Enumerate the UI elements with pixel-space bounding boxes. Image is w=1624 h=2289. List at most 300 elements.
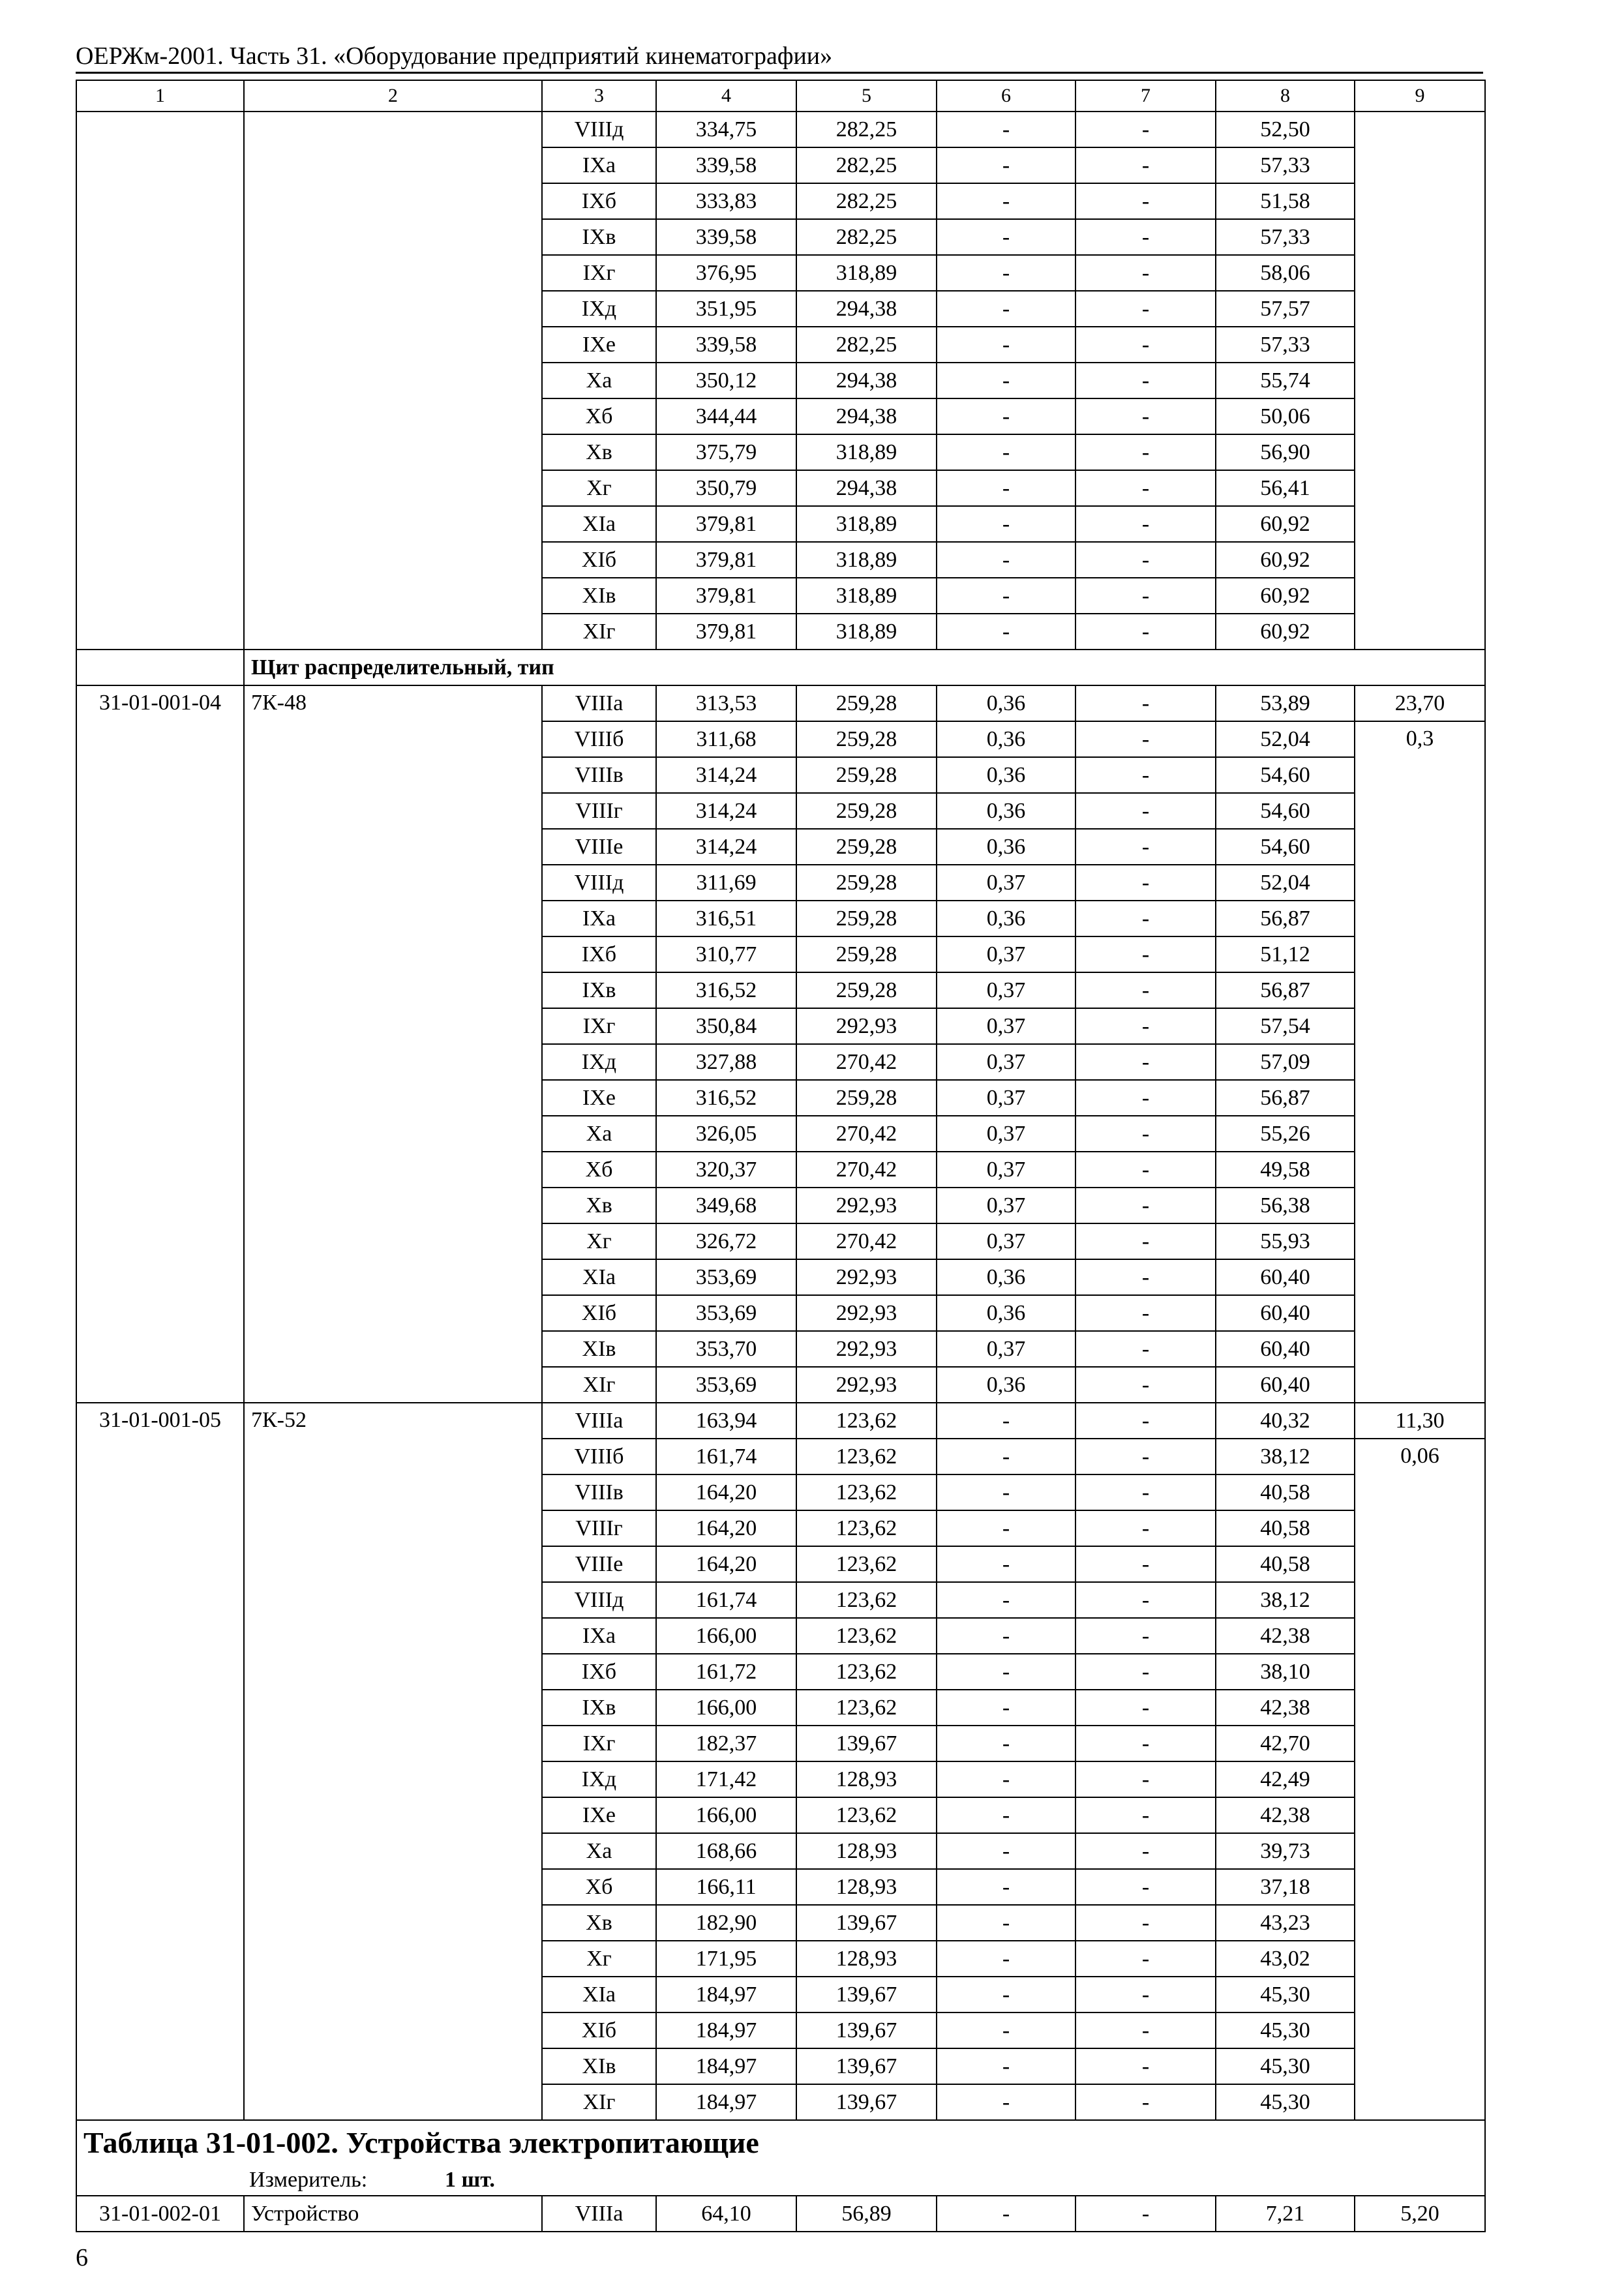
machine-wages-cell: - [1075, 1080, 1216, 1116]
complexity-cell: VIIIв [542, 757, 656, 793]
machine-cost-cell: 0,36 [937, 721, 1075, 757]
complexity-cell: VIIIе [542, 1546, 656, 1582]
total-cost-cell: 379,81 [656, 614, 796, 650]
value-cell: VIIIа [542, 2196, 656, 2232]
labor-cost-cell: 123,62 [796, 1582, 937, 1618]
rates-table [76, 80, 1486, 2232]
complexity-cell: IXб [542, 936, 656, 972]
value-cell: 7,21 [1216, 2196, 1355, 2232]
machine-cost-cell: - [937, 470, 1075, 506]
rate-code: 31-01-001-04 [76, 685, 244, 1403]
materials-cell: 49,58 [1216, 1152, 1355, 1188]
materials-cell: 54,60 [1216, 793, 1355, 829]
machine-wages-cell: - [1075, 1797, 1216, 1833]
materials-cell: 56,87 [1216, 901, 1355, 936]
labor-cost-cell: 259,28 [796, 865, 937, 901]
complexity-cell: XIв [542, 2048, 656, 2084]
materials-cell: 38,10 [1216, 1654, 1355, 1690]
labor-cost-cell: 282,25 [796, 219, 937, 255]
materials-cell: 45,30 [1216, 1977, 1355, 2012]
total-cost-cell: 313,53 [656, 685, 796, 721]
machine-cost-cell: 0,36 [937, 1367, 1075, 1403]
machine-wages-cell: - [1075, 147, 1216, 183]
total-cost-cell: 350,12 [656, 363, 796, 398]
machine-cost-cell: - [937, 1439, 1075, 1474]
labor-cost-cell: 128,93 [796, 1941, 937, 1977]
complexity-cell: VIIIв [542, 1474, 656, 1510]
table-title: Таблица 31-01-002. Устройства электропитающие [76, 2120, 1485, 2165]
machine-wages-cell: - [1075, 363, 1216, 398]
total-cost-cell: 168,66 [656, 1833, 796, 1869]
materials-cell: 45,30 [1216, 2012, 1355, 2048]
complexity-cell: Xг [542, 1941, 656, 1977]
machine-cost-cell: - [937, 1582, 1075, 1618]
machine-wages-cell: - [1075, 1331, 1216, 1367]
labor-cost-cell: 270,42 [796, 1044, 937, 1080]
complexity-cell: IXд [542, 1044, 656, 1080]
total-cost-cell: 164,20 [656, 1510, 796, 1546]
total-cost-cell: 333,83 [656, 183, 796, 219]
total-cost-cell: 182,90 [656, 1905, 796, 1941]
complexity-cell: VIIIа [542, 1403, 656, 1439]
total-cost-cell: 327,88 [656, 1044, 796, 1080]
complexity-cell: XIг [542, 1367, 656, 1403]
materials-cell: 55,26 [1216, 1116, 1355, 1152]
complexity-cell: IXа [542, 147, 656, 183]
materials-cell: 56,87 [1216, 972, 1355, 1008]
rate-code: 31-01-002-01 [76, 2196, 244, 2232]
machine-wages-cell: - [1075, 112, 1216, 147]
labor-cost-cell: 292,93 [796, 1367, 937, 1403]
total-cost-cell: 314,24 [656, 793, 796, 829]
materials-cell: 52,50 [1216, 112, 1355, 147]
labor-cost-cell: 123,62 [796, 1510, 937, 1546]
machine-cost-cell: - [937, 1833, 1075, 1869]
total-cost-cell: 166,11 [656, 1869, 796, 1905]
machine-cost-cell: 0,36 [937, 1295, 1075, 1331]
machine-cost-cell: - [937, 1403, 1075, 1439]
materials-cell: 40,58 [1216, 1510, 1355, 1546]
column-number: 5 [796, 80, 937, 112]
machine-wages-cell: - [1075, 1403, 1216, 1439]
labor-cost-cell: 292,93 [796, 1295, 937, 1331]
complexity-cell: VIIIа [542, 685, 656, 721]
labor-cost-cell: 270,42 [796, 1152, 937, 1188]
total-cost-cell: 339,58 [656, 147, 796, 183]
column-number: 8 [1216, 80, 1355, 112]
complexity-cell: IXг [542, 1726, 656, 1761]
complexity-cell: VIIIб [542, 721, 656, 757]
total-cost-cell: 350,84 [656, 1008, 796, 1044]
machine-wages-cell: - [1075, 398, 1216, 434]
table-row [76, 685, 1485, 721]
complexity-cell: IXб [542, 1654, 656, 1690]
complexity-cell: IXг [542, 255, 656, 291]
total-cost-cell: 351,95 [656, 291, 796, 327]
materials-cell: 57,54 [1216, 1008, 1355, 1044]
total-cost-cell: 161,72 [656, 1654, 796, 1690]
machine-cost-cell: - [937, 1690, 1075, 1726]
value-cell: - [1075, 2196, 1216, 2232]
measure-label: Измеритель: [249, 2168, 368, 2192]
measure-value: 1 шт. [445, 2168, 495, 2192]
total-cost-cell: 353,69 [656, 1367, 796, 1403]
column-number-row [76, 80, 1485, 112]
complexity-cell: XIа [542, 1977, 656, 2012]
measure-cell [76, 2165, 1485, 2196]
materials-cell: 60,92 [1216, 506, 1355, 542]
machine-wages-cell: - [1075, 936, 1216, 972]
machine-wages-cell: - [1075, 1618, 1216, 1654]
complexity-cell: XIв [542, 1331, 656, 1367]
labor-cost-cell: 259,28 [796, 757, 937, 793]
complexity-cell: VIIIд [542, 112, 656, 147]
labor-cost-cell: 318,89 [796, 506, 937, 542]
labor-cost-cell: 294,38 [796, 398, 937, 434]
complexity-cell: XIа [542, 1259, 656, 1295]
machine-wages-cell: - [1075, 2012, 1216, 2048]
machine-cost-cell: 0,36 [937, 793, 1075, 829]
machine-cost-cell: - [937, 2012, 1075, 2048]
complexity-cell: VIIIе [542, 829, 656, 865]
labor-cost-cell: 128,93 [796, 1833, 937, 1869]
code-cell [76, 650, 244, 685]
materials-cell: 43,23 [1216, 1905, 1355, 1941]
machine-wages-cell: - [1075, 1941, 1216, 1977]
labor-cost-cell: 123,62 [796, 1797, 937, 1833]
complexity-cell: XIб [542, 2012, 656, 2048]
materials-cell: 37,18 [1216, 1869, 1355, 1905]
labor-cost-cell: 318,89 [796, 434, 937, 470]
complexity-cell: XIв [542, 578, 656, 614]
materials-cell: 60,92 [1216, 542, 1355, 578]
materials-cell: 57,33 [1216, 327, 1355, 363]
rates-table-body [76, 80, 1485, 2232]
labor-cost-cell: 282,25 [796, 183, 937, 219]
materials-cell: 50,06 [1216, 398, 1355, 434]
machine-wages-cell: - [1075, 1152, 1216, 1188]
machine-cost-cell: 0,37 [937, 1188, 1075, 1223]
machine-wages-cell: - [1075, 721, 1216, 757]
labor-cost-cell: 294,38 [796, 363, 937, 398]
materials-cell: 60,92 [1216, 614, 1355, 650]
total-cost-cell: 184,97 [656, 2048, 796, 2084]
materials-cell: 54,60 [1216, 757, 1355, 793]
machine-cost-cell: 0,37 [937, 1331, 1075, 1367]
total-cost-cell: 353,69 [656, 1295, 796, 1331]
total-cost-cell: 182,37 [656, 1726, 796, 1761]
machine-wages-cell: - [1075, 972, 1216, 1008]
table-row [76, 1403, 1485, 1439]
equipment-name: 7К-48 [244, 685, 542, 1403]
materials-cell: 42,38 [1216, 1690, 1355, 1726]
machine-cost-cell: - [937, 578, 1075, 614]
materials-cell: 57,57 [1216, 291, 1355, 327]
total-cost-cell: 166,00 [656, 1618, 796, 1654]
machine-wages-cell: - [1075, 1977, 1216, 2012]
machine-wages-cell: - [1075, 1690, 1216, 1726]
materials-cell: 39,73 [1216, 1833, 1355, 1869]
complexity-cell: IXе [542, 1080, 656, 1116]
machine-wages-cell: - [1075, 829, 1216, 865]
complexity-cell: Xв [542, 1905, 656, 1941]
machine-cost-cell: 0,36 [937, 829, 1075, 865]
machine-wages-cell: - [1075, 685, 1216, 721]
materials-cell: 56,41 [1216, 470, 1355, 506]
column-number: 6 [937, 80, 1075, 112]
total-cost-cell: 316,52 [656, 972, 796, 1008]
machine-cost-cell: - [937, 327, 1075, 363]
complexity-cell: VIIIг [542, 1510, 656, 1546]
machine-wages-cell: - [1075, 901, 1216, 936]
column-number: 3 [542, 80, 656, 112]
machine-cost-cell: 0,37 [937, 865, 1075, 901]
machine-cost-cell: - [937, 147, 1075, 183]
labor-cost-cell: 282,25 [796, 327, 937, 363]
materials-cell: 52,04 [1216, 721, 1355, 757]
machine-cost-cell: - [937, 2048, 1075, 2084]
table-title-row [76, 2120, 1485, 2165]
machine-wages-cell: - [1075, 291, 1216, 327]
machine-cost-cell: 0,37 [937, 1152, 1075, 1188]
materials-cell: 56,90 [1216, 434, 1355, 470]
complexity-cell: IXд [542, 1761, 656, 1797]
value-cell: 5,20 [1355, 2196, 1485, 2232]
complexity-cell: IXд [542, 291, 656, 327]
machine-wages-cell: - [1075, 793, 1216, 829]
value-cell: - [937, 2196, 1075, 2232]
machine-cost-cell: - [937, 1761, 1075, 1797]
equipment-name: Устройство [244, 2196, 542, 2232]
materials-cell: 51,12 [1216, 936, 1355, 972]
labor-cost-cell: 318,89 [796, 578, 937, 614]
machine-cost-cell: 0,36 [937, 1259, 1075, 1295]
materials-cell: 60,40 [1216, 1295, 1355, 1331]
labor-cost-cell: 259,28 [796, 721, 937, 757]
materials-cell: 52,04 [1216, 865, 1355, 901]
machine-wages-cell: - [1075, 578, 1216, 614]
total-cost-cell: 311,69 [656, 865, 796, 901]
value-cell: 56,89 [796, 2196, 937, 2232]
complexity-cell: IXв [542, 219, 656, 255]
machine-cost-cell: - [937, 1977, 1075, 2012]
machine-wages-cell: - [1075, 1008, 1216, 1044]
machine-wages-cell: - [1075, 1474, 1216, 1510]
machine-cost-cell: - [937, 2084, 1075, 2120]
materials-cell: 55,93 [1216, 1223, 1355, 1259]
labor-cost-cell: 123,62 [796, 1690, 937, 1726]
materials-cell: 38,12 [1216, 1439, 1355, 1474]
machine-wages-cell: - [1075, 2084, 1216, 2120]
machine-cost-cell: - [937, 255, 1075, 291]
machine-wages-cell: - [1075, 1869, 1216, 1905]
machine-cost-cell: - [937, 506, 1075, 542]
materials-cell: 42,70 [1216, 1726, 1355, 1761]
code-cell [76, 112, 244, 650]
column-number: 4 [656, 80, 796, 112]
machine-wages-cell: - [1075, 1295, 1216, 1331]
total-cost-cell: 379,81 [656, 506, 796, 542]
table-row [76, 2196, 1485, 2232]
weight-value: 23,70 [1355, 685, 1485, 721]
complexity-cell: VIIIд [542, 1582, 656, 1618]
total-cost-cell: 184,97 [656, 2084, 796, 2120]
total-cost-cell: 184,97 [656, 1977, 796, 2012]
column-number: 2 [244, 80, 542, 112]
machine-cost-cell: - [937, 542, 1075, 578]
total-cost-cell: 339,58 [656, 327, 796, 363]
complexity-cell: XIб [542, 542, 656, 578]
labor-cost-cell: 123,62 [796, 1654, 937, 1690]
complexity-cell: Xг [542, 470, 656, 506]
complexity-cell: XIг [542, 614, 656, 650]
machine-wages-cell: - [1075, 1367, 1216, 1403]
materials-cell: 54,60 [1216, 829, 1355, 865]
labor-cost-cell: 123,62 [796, 1439, 937, 1474]
rate-code: 31-01-001-05 [76, 1403, 244, 2120]
machine-cost-cell: 0,36 [937, 901, 1075, 936]
materials-cell: 57,33 [1216, 147, 1355, 183]
total-cost-cell: 349,68 [656, 1188, 796, 1223]
labor-cost-cell: 259,28 [796, 972, 937, 1008]
equipment-name: 7К-52 [244, 1403, 542, 2120]
total-cost-cell: 334,75 [656, 112, 796, 147]
complexity-cell: Xа [542, 363, 656, 398]
materials-cell: 45,30 [1216, 2084, 1355, 2120]
total-cost-cell: 339,58 [656, 219, 796, 255]
total-cost-cell: 353,69 [656, 1259, 796, 1295]
machine-cost-cell: - [937, 363, 1075, 398]
machine-wages-cell: - [1075, 506, 1216, 542]
complexity-cell: VIIIб [542, 1439, 656, 1474]
materials-cell: 43,02 [1216, 1941, 1355, 1977]
complexity-cell: Xв [542, 434, 656, 470]
measure-row [76, 2165, 1485, 2196]
total-cost-cell: 166,00 [656, 1690, 796, 1726]
machine-cost-cell: 0,36 [937, 757, 1075, 793]
machine-wages-cell: - [1075, 1905, 1216, 1941]
column-number: 7 [1075, 80, 1216, 112]
labor-cost-cell: 139,67 [796, 2084, 937, 2120]
total-cost-cell: 164,20 [656, 1546, 796, 1582]
labor-cost-cell: 259,28 [796, 1080, 937, 1116]
labor-cost-cell: 294,38 [796, 470, 937, 506]
materials-cell: 56,87 [1216, 1080, 1355, 1116]
machine-cost-cell: 0,37 [937, 1080, 1075, 1116]
machine-cost-cell: - [937, 219, 1075, 255]
page-header: ОЕРЖм-2001. Часть 31. «Оборудование предприятий кинематографии» [76, 42, 833, 70]
materials-cell: 56,38 [1216, 1188, 1355, 1223]
total-cost-cell: 376,95 [656, 255, 796, 291]
labor-cost-cell: 318,89 [796, 614, 937, 650]
materials-cell: 42,38 [1216, 1618, 1355, 1654]
total-cost-cell: 184,97 [656, 2012, 796, 2048]
machine-wages-cell: - [1075, 327, 1216, 363]
complexity-cell: Xа [542, 1116, 656, 1152]
total-cost-cell: 171,42 [656, 1761, 796, 1797]
machine-cost-cell: - [937, 1510, 1075, 1546]
labor-cost-cell: 128,93 [796, 1869, 937, 1905]
labor-cost-cell: 139,67 [796, 1726, 937, 1761]
labor-cost-cell: 259,28 [796, 685, 937, 721]
complexity-cell: Xа [542, 1833, 656, 1869]
labor-cost-cell: 318,89 [796, 542, 937, 578]
machine-wages-cell: - [1075, 1726, 1216, 1761]
materials-cell: 45,30 [1216, 2048, 1355, 2084]
total-cost-cell: 314,24 [656, 757, 796, 793]
total-cost-cell: 379,81 [656, 542, 796, 578]
machine-wages-cell: - [1075, 434, 1216, 470]
labor-cost-cell: 139,67 [796, 1977, 937, 2012]
rates-table-wrapper [76, 80, 1484, 2232]
machine-cost-cell: - [937, 1654, 1075, 1690]
machine-wages-cell: - [1075, 1044, 1216, 1080]
total-cost-cell: 171,95 [656, 1941, 796, 1977]
machine-cost-cell: 0,37 [937, 1116, 1075, 1152]
complexity-cell: Xв [542, 1188, 656, 1223]
complexity-cell: XIа [542, 506, 656, 542]
machine-cost-cell: - [937, 1905, 1075, 1941]
labor-cost-cell: 270,42 [796, 1223, 937, 1259]
machine-wages-cell: - [1075, 865, 1216, 901]
labor-cost-cell: 259,28 [796, 936, 937, 972]
materials-cell: 38,12 [1216, 1582, 1355, 1618]
complexity-cell: XIг [542, 2084, 656, 2120]
total-cost-cell: 310,77 [656, 936, 796, 972]
labor-cost-cell: 123,62 [796, 1546, 937, 1582]
machine-cost-cell: - [937, 1797, 1075, 1833]
materials-cell: 51,58 [1216, 183, 1355, 219]
machine-cost-cell: 0,37 [937, 1044, 1075, 1080]
complexity-cell: IXа [542, 901, 656, 936]
labor-cost-cell: 292,93 [796, 1331, 937, 1367]
page-number: 6 [76, 2244, 88, 2271]
machine-wages-cell: - [1075, 1259, 1216, 1295]
column-number: 1 [76, 80, 244, 112]
total-cost-cell: 344,44 [656, 398, 796, 434]
weight-value: 0,06 [1355, 1439, 1485, 2120]
machine-wages-cell: - [1075, 1546, 1216, 1582]
labor-cost-cell: 139,67 [796, 2012, 937, 2048]
labor-cost-cell: 270,42 [796, 1116, 937, 1152]
labor-cost-cell: 259,28 [796, 829, 937, 865]
complexity-cell: IXв [542, 972, 656, 1008]
machine-cost-cell: - [937, 291, 1075, 327]
machine-wages-cell: - [1075, 614, 1216, 650]
machine-wages-cell: - [1075, 255, 1216, 291]
materials-cell: 40,58 [1216, 1546, 1355, 1582]
machine-cost-cell: 0,36 [937, 685, 1075, 721]
complexity-cell: XIб [542, 1295, 656, 1331]
labor-cost-cell: 292,93 [796, 1008, 937, 1044]
total-cost-cell: 314,24 [656, 829, 796, 865]
machine-wages-cell: - [1075, 1188, 1216, 1223]
labor-cost-cell: 259,28 [796, 793, 937, 829]
labor-cost-cell: 139,67 [796, 1905, 937, 1941]
complexity-cell: IXв [542, 1690, 656, 1726]
labor-cost-cell: 123,62 [796, 1618, 937, 1654]
subheading: Щит распределительный, тип [244, 650, 1485, 685]
complexity-cell: IXб [542, 183, 656, 219]
total-cost-cell: 311,68 [656, 721, 796, 757]
machine-wages-cell: - [1075, 470, 1216, 506]
machine-wages-cell: - [1075, 1833, 1216, 1869]
weight-cell [1355, 112, 1485, 650]
machine-wages-cell: - [1075, 1582, 1216, 1618]
machine-wages-cell: - [1075, 1654, 1216, 1690]
total-cost-cell: 353,70 [656, 1331, 796, 1367]
machine-cost-cell: 0,37 [937, 972, 1075, 1008]
